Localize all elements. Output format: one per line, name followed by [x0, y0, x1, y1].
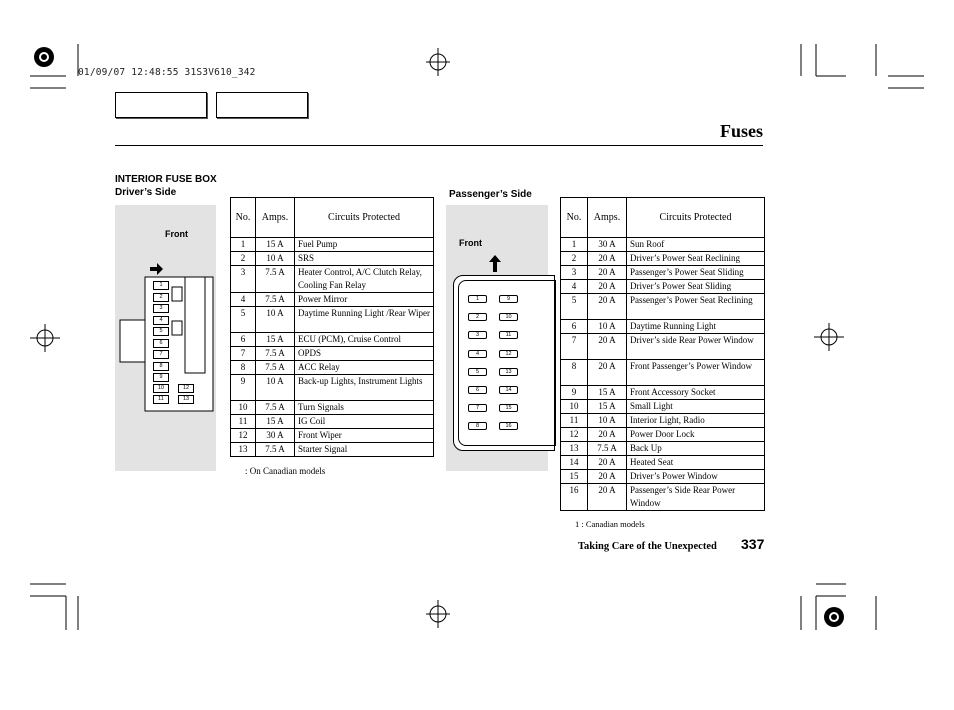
fuse-slot: 11 [153, 395, 169, 404]
table-row [231, 375, 434, 401]
fuse-circuit: Power Mirror [295, 293, 434, 307]
front-arrow-icon [489, 255, 501, 272]
fuse-circuit: Daytime Running Light [627, 320, 765, 334]
header-circuits: Circuits Protected [627, 198, 765, 238]
passengers-footnote: 1 : Canadian models [575, 519, 645, 529]
fuse-slot: 16 [499, 422, 518, 430]
fuse-number: 15 [561, 470, 588, 484]
fuse-circuit: Fuel Pump [295, 238, 434, 252]
fuse-amps: 7.5 A [256, 443, 295, 457]
fuse-number: 8 [231, 361, 256, 375]
table-row [561, 360, 765, 386]
fuse-number: 9 [231, 375, 256, 401]
fuse-amps: 10 A [256, 252, 295, 266]
fuse-circuit: Small Light [627, 400, 765, 414]
fuse-circuit: Starter Signal [295, 443, 434, 457]
fuse-number: 3 [561, 266, 588, 280]
header-tab-box-left [115, 92, 207, 118]
fuse-amps: 10 A [256, 307, 295, 333]
drivers-fuse-table [230, 197, 434, 457]
table-row [561, 252, 765, 266]
fuse-number: 12 [561, 428, 588, 442]
fuse-amps: 20 A [588, 334, 627, 360]
fuse-amps: 10 A [256, 375, 295, 401]
fuse-slot: 7 [468, 404, 487, 412]
fuse-amps: 10 A [588, 414, 627, 428]
fuse-slot: 5 [468, 368, 487, 376]
fuse-slot: 8 [153, 362, 169, 371]
fuse-circuit: SRS [295, 252, 434, 266]
fuse-circuit: Front Passenger’s Power Window [627, 360, 765, 386]
table-row [231, 361, 434, 375]
table-row [561, 294, 765, 320]
fuse-number: 7 [231, 347, 256, 361]
fuse-slot: 10 [153, 384, 169, 393]
fuse-amps: 20 A [588, 266, 627, 280]
fuse-circuit: Front Wiper [295, 429, 434, 443]
fuse-amps: 15 A [588, 386, 627, 400]
fuse-amps: 20 A [588, 456, 627, 470]
front-label: Front [459, 238, 482, 248]
table-row [561, 414, 765, 428]
page-number: 337 [741, 536, 765, 552]
fuse-number: 13 [231, 443, 256, 457]
table-row [561, 428, 765, 442]
fuse-circuit: Passenger’s Side Rear Power Window [627, 484, 765, 511]
drivers-footnote: : On Canadian models [245, 466, 326, 476]
fuse-slot: 5 [153, 327, 169, 336]
fuse-amps: 10 A [588, 320, 627, 334]
fuse-circuit: IG Coil [295, 415, 434, 429]
fuse-amps: 20 A [588, 294, 627, 320]
table-row [561, 470, 765, 484]
fuse-slot: 11 [499, 331, 518, 339]
fuse-circuit: Heated Seat [627, 456, 765, 470]
fuse-circuit: Daytime Running Light /Rear Wiper [295, 307, 434, 333]
fuse-amps: 15 A [256, 238, 295, 252]
fuse-amps: 15 A [588, 400, 627, 414]
header-amps: Amps. [256, 198, 295, 238]
fuse-amps: 30 A [588, 238, 627, 252]
table-row [231, 333, 434, 347]
fuse-circuit: Passenger’s Power Seat Sliding [627, 266, 765, 280]
fuse-slot: 13 [499, 368, 518, 376]
table-row [231, 307, 434, 333]
fuse-circuit: Back Up [627, 442, 765, 456]
fuse-number: 16 [561, 484, 588, 511]
fuse-amps: 20 A [588, 360, 627, 386]
fuse-number: 4 [561, 280, 588, 294]
table-row [231, 429, 434, 443]
fuse-amps: 7.5 A [256, 361, 295, 375]
fuse-slot: 6 [468, 386, 487, 394]
section-heading: INTERIOR FUSE BOX [115, 174, 217, 185]
fuse-number: 9 [561, 386, 588, 400]
fuse-slot: 2 [153, 293, 169, 302]
fuse-slot: 15 [499, 404, 518, 412]
fuse-amps: 20 A [588, 484, 627, 511]
fuse-amps: 7.5 A [256, 293, 295, 307]
fuse-slot: 2 [468, 313, 487, 321]
title-rule [115, 145, 763, 146]
fuse-number: 7 [561, 334, 588, 360]
table-row [561, 320, 765, 334]
fuse-amps: 7.5 A [588, 442, 627, 456]
fuse-circuit: Driver’s Power Window [627, 470, 765, 484]
fuse-slot: 13 [178, 395, 194, 404]
fuse-number: 11 [231, 415, 256, 429]
passengers-fuse-diagram [446, 205, 548, 471]
fuse-slot: 3 [468, 331, 487, 339]
fuse-number: 2 [561, 252, 588, 266]
fuse-number: 12 [231, 429, 256, 443]
fuse-slot: 6 [153, 339, 169, 348]
fuse-number: 11 [561, 414, 588, 428]
table-row [231, 293, 434, 307]
fuse-slot: 4 [468, 350, 487, 358]
table-row [561, 456, 765, 470]
page-title: Fuses [719, 121, 763, 141]
fuse-circuit: Driver’s Power Seat Sliding [627, 280, 765, 294]
fuse-amps: 20 A [588, 470, 627, 484]
fuse-slot: 12 [499, 350, 518, 358]
table-row [231, 415, 434, 429]
table-row [561, 266, 765, 280]
table-row [231, 266, 434, 293]
fuse-slot: 7 [153, 350, 169, 359]
fuse-number: 5 [561, 294, 588, 320]
table-row [231, 443, 434, 457]
fuse-slot: 10 [499, 313, 518, 321]
fuse-circuit: Power Door Lock [627, 428, 765, 442]
header-circuits: Circuits Protected [295, 198, 434, 238]
header-amps: Amps. [588, 198, 627, 238]
passengers-fuse-table [560, 197, 765, 511]
fuse-slot: 8 [468, 422, 487, 430]
header-tab-box-right [216, 92, 308, 118]
fuse-slot: 9 [153, 373, 169, 382]
fuse-amps: 7.5 A [256, 347, 295, 361]
fuse-amps: 15 A [256, 415, 295, 429]
fuse-slot: 1 [468, 295, 487, 303]
table-row [561, 400, 765, 414]
table-row [561, 442, 765, 456]
fuse-amps: 7.5 A [256, 266, 295, 293]
fuse-circuit: Driver’s Power Seat Reclining [627, 252, 765, 266]
footer-section-title: Taking Care of the Unexpected [578, 541, 717, 552]
fuse-number: 6 [561, 320, 588, 334]
table-row [561, 386, 765, 400]
fuse-circuit: Heater Control, A/C Clutch Relay, Cooling Fan Relay [295, 266, 434, 293]
fuse-number: 13 [561, 442, 588, 456]
fuse-circuit: Passenger’s Power Seat Reclining [627, 294, 765, 320]
fuse-number: 10 [231, 401, 256, 415]
fuse-number: 10 [561, 400, 588, 414]
fuse-number: 8 [561, 360, 588, 386]
front-label: Front [165, 229, 188, 239]
fuse-number: 2 [231, 252, 256, 266]
fuse-number: 4 [231, 293, 256, 307]
fuse-slot: 1 [153, 281, 169, 290]
fuse-circuit: Interior Light, Radio [627, 414, 765, 428]
table-row [561, 280, 765, 294]
passengers-fuse-box-inner [458, 280, 556, 446]
fuse-slot: 12 [178, 384, 194, 393]
fuse-amps: 20 A [588, 252, 627, 266]
table-row [231, 238, 434, 252]
fuse-number: 1 [561, 238, 588, 252]
fuse-circuit: ECU (PCM), Cruise Control [295, 333, 434, 347]
table-row [561, 484, 765, 511]
fuse-amps: 20 A [588, 280, 627, 294]
table-row [231, 347, 434, 361]
fuse-circuit: Driver’s side Rear Power Window [627, 334, 765, 360]
fuse-slot: 9 [499, 295, 518, 303]
drivers-side-label: Driver’s Side [115, 187, 177, 198]
fuse-circuit: Back-up Lights, Instrument Lights [295, 375, 434, 401]
fuse-amps: 15 A [256, 333, 295, 347]
fuse-circuit: OPDS [295, 347, 434, 361]
fuse-amps: 7.5 A [256, 401, 295, 415]
header-no: No. [561, 198, 588, 238]
fuse-number: 5 [231, 307, 256, 333]
fuse-amps: 30 A [256, 429, 295, 443]
fuse-circuit: ACC Relay [295, 361, 434, 375]
table-row [231, 401, 434, 415]
print-timestamp: 01/09/07 12:48:55 31S3V610_342 [78, 67, 256, 78]
fuse-circuit: Turn Signals [295, 401, 434, 415]
table-row [231, 252, 434, 266]
header-no: No. [231, 198, 256, 238]
table-row [561, 238, 765, 252]
fuse-amps: 20 A [588, 428, 627, 442]
fuse-circuit: Front Accessory Socket [627, 386, 765, 400]
table-row [561, 334, 765, 360]
fuse-slot: 3 [153, 304, 169, 313]
fuse-circuit: Sun Roof [627, 238, 765, 252]
fuse-number: 6 [231, 333, 256, 347]
fuse-number: 14 [561, 456, 588, 470]
fuse-slot: 4 [153, 316, 169, 325]
fuse-number: 3 [231, 266, 256, 293]
drivers-fuse-diagram [115, 205, 216, 471]
passengers-side-label: Passenger’s Side [449, 189, 532, 200]
fuse-number: 1 [231, 238, 256, 252]
fuse-slot: 14 [499, 386, 518, 394]
